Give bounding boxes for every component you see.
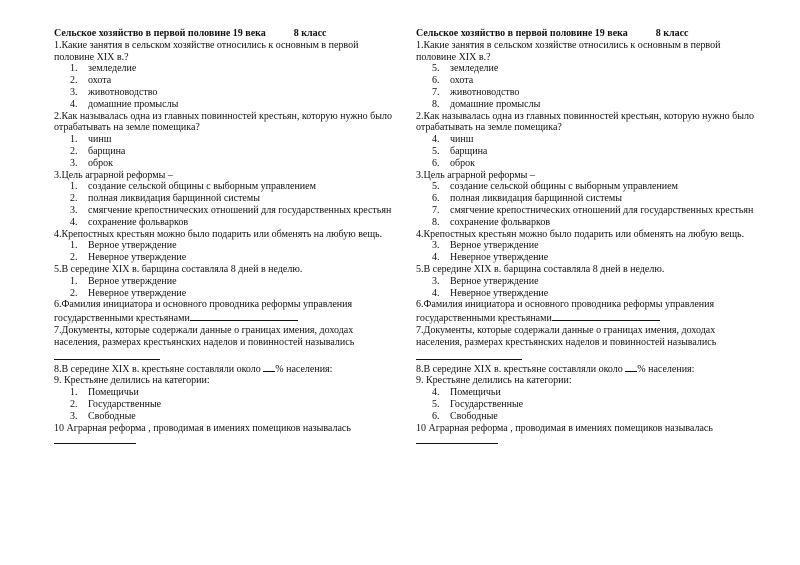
answer-blank[interactable] — [190, 311, 298, 321]
answer-blank[interactable] — [54, 434, 136, 444]
option-number: 1. — [70, 387, 78, 399]
question-3-options — [54, 181, 394, 228]
question-8 — [416, 362, 756, 376]
grade-label: 8 класс — [293, 28, 327, 39]
answer-option — [54, 387, 394, 399]
question-5-options — [54, 276, 394, 300]
option-text: Свободные — [88, 410, 136, 422]
option-text: Неверное утверждение — [450, 287, 549, 299]
option-text: оброк — [450, 157, 475, 169]
option-number: 7. — [432, 204, 440, 216]
question-1: 1.Какие занятия в сельском хозяйстве относились к основным в первой половине XIX в.? — [416, 39, 721, 63]
question-2-options — [54, 134, 394, 169]
question-6-text: 6.Фамилия инициатора и основного проводника реформы управления государственными крестьянами — [416, 299, 715, 325]
grade-label: 8 класс — [655, 28, 689, 39]
option-number: 2. — [70, 287, 78, 299]
option-text: Помещичьи — [450, 387, 501, 399]
answer-option — [54, 240, 394, 252]
worksheet-right — [416, 28, 756, 448]
question-2: 2.Как называлась одна из главных повинностей крестьян, которую нужно было отрабатывать на земле помещика? — [54, 110, 392, 134]
answer-option — [416, 181, 756, 193]
question-1: 1.Какие занятия в сельском хозяйстве относились к основным в первой половине XIX в.? — [54, 39, 359, 63]
question-2-options — [416, 134, 756, 169]
answer-option — [54, 193, 394, 205]
option-text: животноводство — [450, 86, 520, 98]
answer-option — [54, 288, 394, 300]
option-number: 4. — [70, 98, 78, 110]
option-number: 6. — [432, 157, 440, 169]
option-number: 5. — [432, 398, 440, 410]
option-number: 1. — [70, 240, 78, 252]
option-number: 2. — [70, 193, 78, 205]
answer-option — [416, 387, 756, 399]
option-text: полная ликвидация барщинной системы — [450, 193, 622, 205]
option-number: 4. — [432, 134, 440, 146]
option-number: 3. — [70, 86, 78, 98]
answer-option — [416, 252, 756, 264]
answer-option — [54, 411, 394, 423]
option-text: домашние промыслы — [450, 98, 541, 110]
option-number: 5. — [432, 181, 440, 193]
answer-option — [54, 158, 394, 170]
answer-option — [54, 276, 394, 288]
option-text: Государственные — [88, 398, 162, 410]
option-number: 3. — [70, 410, 78, 422]
answer-option — [416, 158, 756, 170]
option-text: домашние промыслы — [88, 98, 179, 110]
option-text: земледелие — [88, 63, 137, 75]
question-1-options — [54, 63, 394, 110]
option-text: охота — [88, 75, 112, 87]
option-number: 3. — [432, 275, 440, 287]
option-number: 3. — [432, 240, 440, 252]
worksheet-title — [416, 28, 756, 40]
answer-option — [416, 134, 756, 146]
option-number: 2. — [70, 252, 78, 264]
question-10-text: 10 Аграрная реформа , проводимая в имениях помещиков называлась — [416, 422, 713, 434]
question-5-options — [416, 276, 756, 300]
option-number: 6. — [432, 193, 440, 205]
question-2: 2.Как называлась одна из главных повинностей крестьян, которую нужно было отрабатывать на земле помещика? — [416, 110, 754, 134]
question-8-before: 8.В середине XIX в. крестьяне составляли около — [54, 363, 264, 375]
option-text: Помещичьи — [88, 387, 139, 399]
answer-option — [54, 146, 394, 158]
option-number: 1. — [70, 134, 78, 146]
question-4-options — [54, 240, 394, 264]
answer-option — [54, 75, 394, 87]
answer-blank[interactable] — [416, 349, 522, 360]
option-text: барщина — [450, 145, 488, 157]
answer-option — [54, 399, 394, 411]
question-9: 9. Крестьяне делились на категории: — [416, 375, 572, 387]
option-number: 2. — [70, 145, 78, 157]
question-7 — [416, 325, 756, 349]
option-number: 6. — [432, 75, 440, 87]
option-text: Верное утверждение — [450, 240, 539, 252]
question-9: 9. Крестьяне делились на категории: — [54, 375, 210, 387]
answer-option — [416, 276, 756, 288]
answer-option — [54, 217, 394, 229]
worksheet-left — [54, 28, 394, 448]
answer-option — [416, 205, 756, 217]
answer-option — [416, 193, 756, 205]
question-8-after: % населения: — [275, 363, 333, 375]
answer-option — [54, 63, 394, 75]
option-number: 1. — [70, 63, 78, 75]
question-10 — [54, 423, 394, 449]
option-text: полная ликвидация барщинной системы — [88, 193, 260, 205]
option-number: 1. — [70, 181, 78, 193]
option-number: 2. — [70, 398, 78, 410]
option-text: сохранение фольварков — [450, 216, 551, 228]
question-5: 5.В середине XIX в. барщина составляла 8 дней в неделю. — [54, 263, 303, 275]
question-4: 4.Крепостных крестьян можно было подарить или обменять на любую вещь. — [416, 228, 745, 240]
question-8 — [54, 362, 394, 376]
option-number: 2. — [70, 75, 78, 87]
option-number: 7. — [432, 86, 440, 98]
answer-option — [416, 87, 756, 99]
question-7 — [54, 325, 394, 349]
question-8-after: % населения: — [637, 363, 695, 375]
answer-blank[interactable] — [552, 311, 660, 321]
answer-option — [416, 399, 756, 411]
answer-blank[interactable] — [54, 349, 160, 360]
option-number: 6. — [432, 410, 440, 422]
question-5: 5.В середине XIX в. барщина составляла 8 дней в неделю. — [416, 263, 665, 275]
worksheet-title — [54, 28, 394, 40]
answer-option — [54, 134, 394, 146]
option-text: животноводство — [88, 86, 158, 98]
option-number: 5. — [432, 145, 440, 157]
option-text: Свободные — [450, 410, 498, 422]
question-4-options — [416, 240, 756, 264]
option-text: создание сельской общины с выборным управлением — [450, 181, 678, 193]
option-text: барщина — [88, 145, 126, 157]
answer-option — [416, 63, 756, 75]
option-number: 4. — [432, 287, 440, 299]
question-10 — [416, 423, 756, 449]
question-4: 4.Крепостных крестьян можно было подарить или обменять на любую вещь. — [54, 228, 383, 240]
question-9-options — [416, 387, 756, 422]
answer-option — [416, 217, 756, 229]
option-text: Верное утверждение — [88, 240, 177, 252]
title-text: Сельское хозяйство в первой половине 19 века — [54, 28, 266, 39]
option-text: Верное утверждение — [450, 275, 539, 287]
question-3: 3.Цель аграрной реформы – — [416, 169, 535, 181]
answer-option — [54, 87, 394, 99]
option-text: Неверное утверждение — [450, 252, 549, 264]
option-text: сохранение фольварков — [88, 216, 189, 228]
question-3: 3.Цель аграрной реформы – — [54, 169, 173, 181]
option-text: оброк — [88, 157, 113, 169]
option-text: Неверное утверждение — [88, 252, 187, 264]
question-7-text: 7.Документы, которые содержали данные о границах имения, доходах населения, размерах крестьянских наделов и повинностей назывались — [54, 324, 355, 348]
answer-option — [416, 240, 756, 252]
answer-option — [416, 411, 756, 423]
option-text: чинш — [88, 134, 112, 146]
answer-option — [54, 99, 394, 111]
answer-option — [416, 99, 756, 111]
option-text: земледелие — [450, 63, 499, 75]
option-text: чинш — [450, 134, 474, 146]
answer-option — [54, 205, 394, 217]
option-number: 4. — [432, 387, 440, 399]
question-8-before: 8.В середине XIX в. крестьяне составляли около — [416, 363, 626, 375]
question-9-options — [54, 387, 394, 422]
option-number: 3. — [70, 204, 78, 216]
answer-option — [416, 75, 756, 87]
question-1-options — [416, 63, 756, 110]
option-text: Неверное утверждение — [88, 287, 187, 299]
option-number: 1. — [70, 275, 78, 287]
option-text: создание сельской общины с выборным управлением — [88, 181, 316, 193]
answer-option — [416, 146, 756, 158]
answer-option — [54, 252, 394, 264]
percent-blank[interactable] — [625, 362, 637, 372]
option-text: охота — [450, 75, 474, 87]
answer-option — [416, 288, 756, 300]
question-6 — [54, 299, 394, 325]
option-text: смягчение крепостнических отношений для государственных крестьян — [88, 204, 392, 216]
option-text: Государственные — [450, 398, 524, 410]
option-text: смягчение крепостнических отношений для государственных крестьян — [450, 204, 754, 216]
option-number: 3. — [70, 157, 78, 169]
option-number: 4. — [432, 252, 440, 264]
answer-option — [54, 181, 394, 193]
question-6-text: 6.Фамилия инициатора и основного проводника реформы управления государственными крестьянами — [54, 299, 353, 325]
question-6 — [416, 299, 756, 325]
option-number: 8. — [432, 216, 440, 228]
option-number: 4. — [70, 216, 78, 228]
option-number: 8. — [432, 98, 440, 110]
option-text: Верное утверждение — [88, 275, 177, 287]
title-text: Сельское хозяйство в первой половине 19 века — [416, 28, 628, 39]
question-3-options — [416, 181, 756, 228]
question-10-text: 10 Аграрная реформа , проводимая в имениях помещиков называлась — [54, 422, 351, 434]
percent-blank[interactable] — [263, 362, 275, 372]
option-number: 5. — [432, 63, 440, 75]
answer-blank[interactable] — [416, 434, 498, 444]
question-7-text: 7.Документы, которые содержали данные о границах имения, доходах населения, размерах крестьянских наделов и повинностей назывались — [416, 324, 717, 348]
